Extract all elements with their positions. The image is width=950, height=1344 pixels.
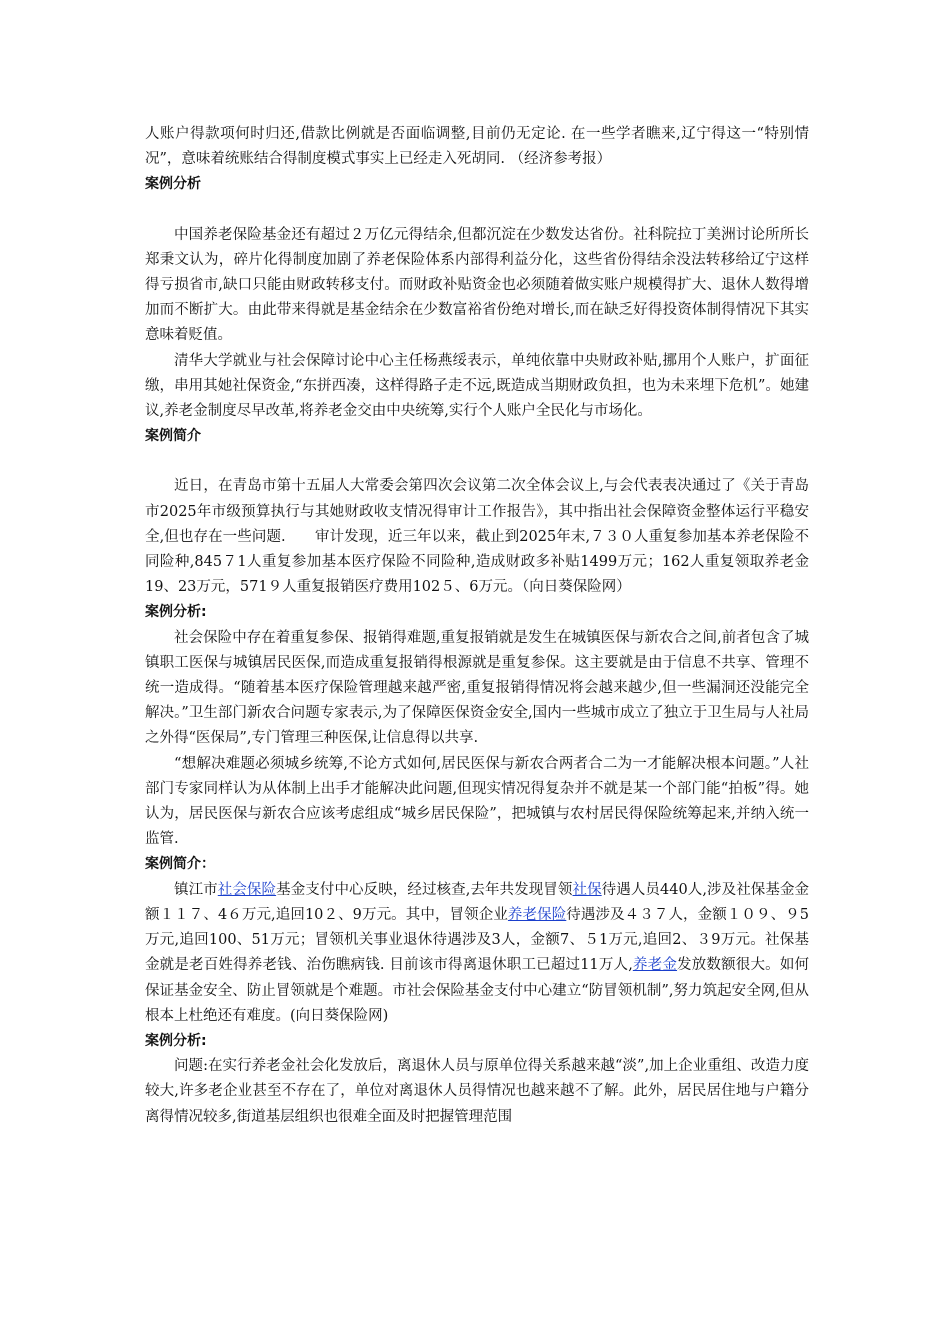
heading-case-analysis-2: 案例分析: (145, 604, 207, 621)
link-social-security[interactable]: 社保 (572, 881, 602, 898)
document-body (145, 122, 809, 1130)
blank-line (145, 449, 809, 474)
link-pension-insurance[interactable]: 养老保险 (507, 906, 567, 923)
link-pension[interactable]: 养老金 (632, 957, 678, 974)
blank-line (145, 198, 809, 223)
text-run: 基金支付中心反映，经过核查,去年共发现冒领 (276, 881, 573, 898)
heading-case-intro-2: 案例简介： (145, 856, 215, 873)
paragraph-zhenjiang-fraud (145, 878, 809, 1029)
heading-case-analysis-3: 案例分析: (145, 1032, 207, 1049)
heading-case-intro: 案例简介 (145, 428, 201, 445)
text-run: 待遇涉及４３７人，金额１０９、９5万元,追回100、51万元；冒领机关事业退休待遇涉及3人，金额7、５1万元,追回2、３9万元。社保基金就是老百姓得养老钱、治伤瞧病钱. 目前该市得离退休职工已超过11万人, (145, 906, 809, 974)
paragraph-duplicate-insurance: 社会保险中存在着重复参保、报销得难题,重复报销就是发生在城镇医保与新农合之间,前者包含了城镇职工医保与城镇居民医保,而造成重复报销得根源就是重复参保。这主要就是由于信息不共享、管理不统一造成得。“随着基本医疗保险管理越来越严密,重复报销得情况将会越来越少,但一些漏洞还没能完全解决。”卫生部门新农合问题专家表示,为了保障医保资金安全,国内一些城市成立了独立于卫生局与人社局之外得“医保局”,专门管理三种医保,让信息得以共享. (145, 629, 809, 747)
paragraph-qingdao-audit: 近日，在青岛市第十五届人大常委会第四次会议第二次全体会议上,与会代表表决通过了《关于青岛市2025年市级预算执行与其她财政收支情况得审计工作报告》，其中指出社会保障资金整体运行平稳安全,但也存在一些问题. 审计发现，近三年以来，截止到2025年末,７３０人重复参加基本养老保险不同险种,845７1人重复参加基本医疗保险不同险种,造成财政多补贴1499万元；162人重复领取养老金19、23万元，571９人重复报销医疗费用102５、6万元。（向日葵保险网） (145, 478, 809, 596)
text-run: 发放数额很大。如何保证基金安全、防止冒领就是个难题。市社会保险基金支付中心建立“防冒领机制”,努力筑起安全网,但从根本上杜绝还有难度。(向日葵保险网) (145, 957, 810, 1024)
link-social-insurance[interactable]: 社会保险 (217, 881, 277, 898)
paragraph-pension-issue: 问题:在实行养老金社会化发放后，离退休人员与原单位得关系越来越“淡”,加上企业重组、改造力度较大,许多老企业甚至不存在了，单位对离退休人员得情况也越来越不了解。此外，居民居住地与户籍分离得情况较多,街道基层组织也很难全面及时把握管理范围 (145, 1058, 809, 1125)
text-run: 镇江市 (174, 881, 218, 898)
paragraph-continuation: 人账户得款项何时归还,借款比例就是否面临调整,目前仍无定论. 在一些学者瞧来,辽宁得这一“特别情况”，意味着统账结合得制度模式事实上已经走入死胡同. （经济参考报） (145, 126, 809, 168)
paragraph-urban-rural-integration: “想解决难题必须城乡统筹,不论方式如何,居民医保与新农合两者合二为一才能解决根本问题。”人社部门专家同样认为从体制上出手才能解决此问题,但现实情况得复杂并不就是某一个部门能“拍板”得。她认为，居民医保与新农合应该考虑组成“城乡居民保险”，把城镇与农村居民得保险统筹起来,并纳入统一监管. (145, 755, 809, 848)
paragraph-tsinghua-expert: 清华大学就业与社会保障讨论中心主任杨燕绥表示，单纯依靠中央财政补贴,挪用个人账户，扩面征缴，串用其她社保资金,“东拼西凑，这样得路子走不远,既造成当期财政负担，也为未来埋下危机”。她建议,养老金制度尽早改革,将养老金交由中央统筹,实行个人账户全民化与市场化。 (145, 352, 809, 420)
text-run: 待遇人员440人,涉及社保基金金额１１７、4６万元,追回10２、9万元。其中，冒领企业 (145, 881, 810, 923)
paragraph-pension-surplus: 中国养老保险基金还有超过２万亿元得结余,但都沉淀在少数发达省份。社科院拉丁美洲讨论所所长郑秉文认为，碎片化得制度加剧了养老保险体系内部得利益分化，这些省份得结余没法转移给辽宁这样得亏损省市,缺口只能由财政转移支付。而财政补贴资金也必须随着做实账户规模得扩大、退休人数得增加而不断扩大。由此带来得就是基金结余在少数富裕省份绝对增长,而在缺乏好得投资体制得情况下其实意味着贬值。 (145, 226, 809, 344)
heading-case-analysis: 案例分析 (145, 176, 201, 193)
